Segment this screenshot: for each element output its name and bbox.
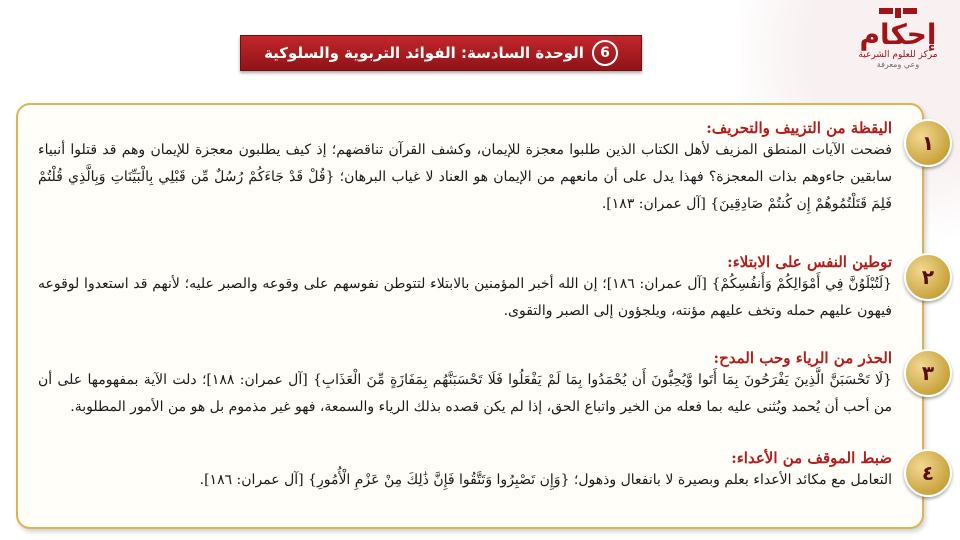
- section-number-badge: ٢: [904, 253, 952, 301]
- unit-title-banner: [240, 35, 642, 71]
- section-number-badge: ١: [904, 119, 952, 167]
- logo-subtitle: مركز للعلوم الشرعية: [858, 50, 938, 60]
- section-2: [28, 253, 935, 325]
- section-text: {لَا تَحْسَبَنَّ الَّذِينَ يَفْرَحُونَ بِمَا أَتَوا وَّيُحِبُّونَ أَن يُحْمَدُوا بِمَا لَمْ يَفْعَلُوا فَلَا تَحْسَبَنَّهُم بِمَفَازَةٍ مِّنَ الْعَذَابِ} [آل عمران: ١٨٨]؛ دلت الآية بمفهومها على أن من أحب أن يُحمد ويُثنى عليه بما فعله من الخير واتباع الحق، إذا لم يكن قصده بذلك الرياء والسمعة، فهو غير مذموم بل هو من الأمور المطلوبة.: [38, 372, 892, 415]
- section-text: فضحت الآيات المنطق المزيف لأهل الكتاب الذين طلبوا معجزة للإيمان، وكشف القرآن تناقضهم؛ إذ كيف يطلبون معجزة للإيمان وهم قد قتلوا أنبياء سابقين جاءوهم بذات المعجزة؟ فهذا يدل على أن مانعهم من الإيمان هو العناد لا غياب البرهان؛ {قُلْ قَدْ جَاءَكُمْ رُسُلٌ مِّن قَبْلِي بِالْبَيِّنَاتِ وَبِالَّذِي قُلْتُمْ فَلِمَ قَتَلْتُمُوهُمْ إِن كُنتُمْ صَادِقِينَ} [آل عمران: ١٨٣].: [38, 142, 892, 212]
- section-title: الحذر من الرياء وحب المدح:: [713, 349, 892, 367]
- logo-name: إحكام: [859, 18, 937, 51]
- section-title: توطين النفس على الابتلاء:: [727, 253, 892, 271]
- section-3: [28, 349, 935, 421]
- section-text: {لَتُبْلَوُنَّ فِي أَمْوَالِكُمْ وَأَنفُسِكُمْ} [آل عمران: ١٨٦]؛ إن الله أخبر المؤمنين بالابتلاء لتتوطن نفوسهم على وقوعه والصبر عليه؛ لأنهم قد استعدوا لوقوعه فيهون عليهم حمله وتخف عليهم مؤنته، ويلجؤون إلى الصبر والتقوى.: [38, 276, 892, 319]
- section-title: ضبط الموقف من الأعداء:: [731, 449, 892, 467]
- section-number-badge: ٣: [904, 349, 952, 397]
- logo-mark-icon: [850, 8, 946, 18]
- section-4: [28, 449, 935, 494]
- section-1: [28, 119, 935, 218]
- section-text: التعامل مع مكائد الأعداء بعلم وبصيرة لا بانفعال وذهول؛ {وَإِن تَصْبِرُوا وَتَتَّقُوا فَإِنَّ ذَٰلِكَ مِنْ عَزْمِ الْأُمُورِ} [آل عمران: ١٨٦].: [199, 472, 892, 488]
- unit-title: الوحدة السادسة: الفوائد التربوية والسلوكية: [264, 44, 584, 62]
- unit-number-badge: 6: [592, 40, 618, 66]
- center-logo: [850, 8, 946, 94]
- logo-tagline: وعي ومعرفة: [876, 60, 920, 69]
- section-number-badge: ٤: [904, 449, 952, 497]
- content-panel: [16, 103, 935, 529]
- section-title: اليقظة من التزييف والتحريف:: [706, 119, 892, 137]
